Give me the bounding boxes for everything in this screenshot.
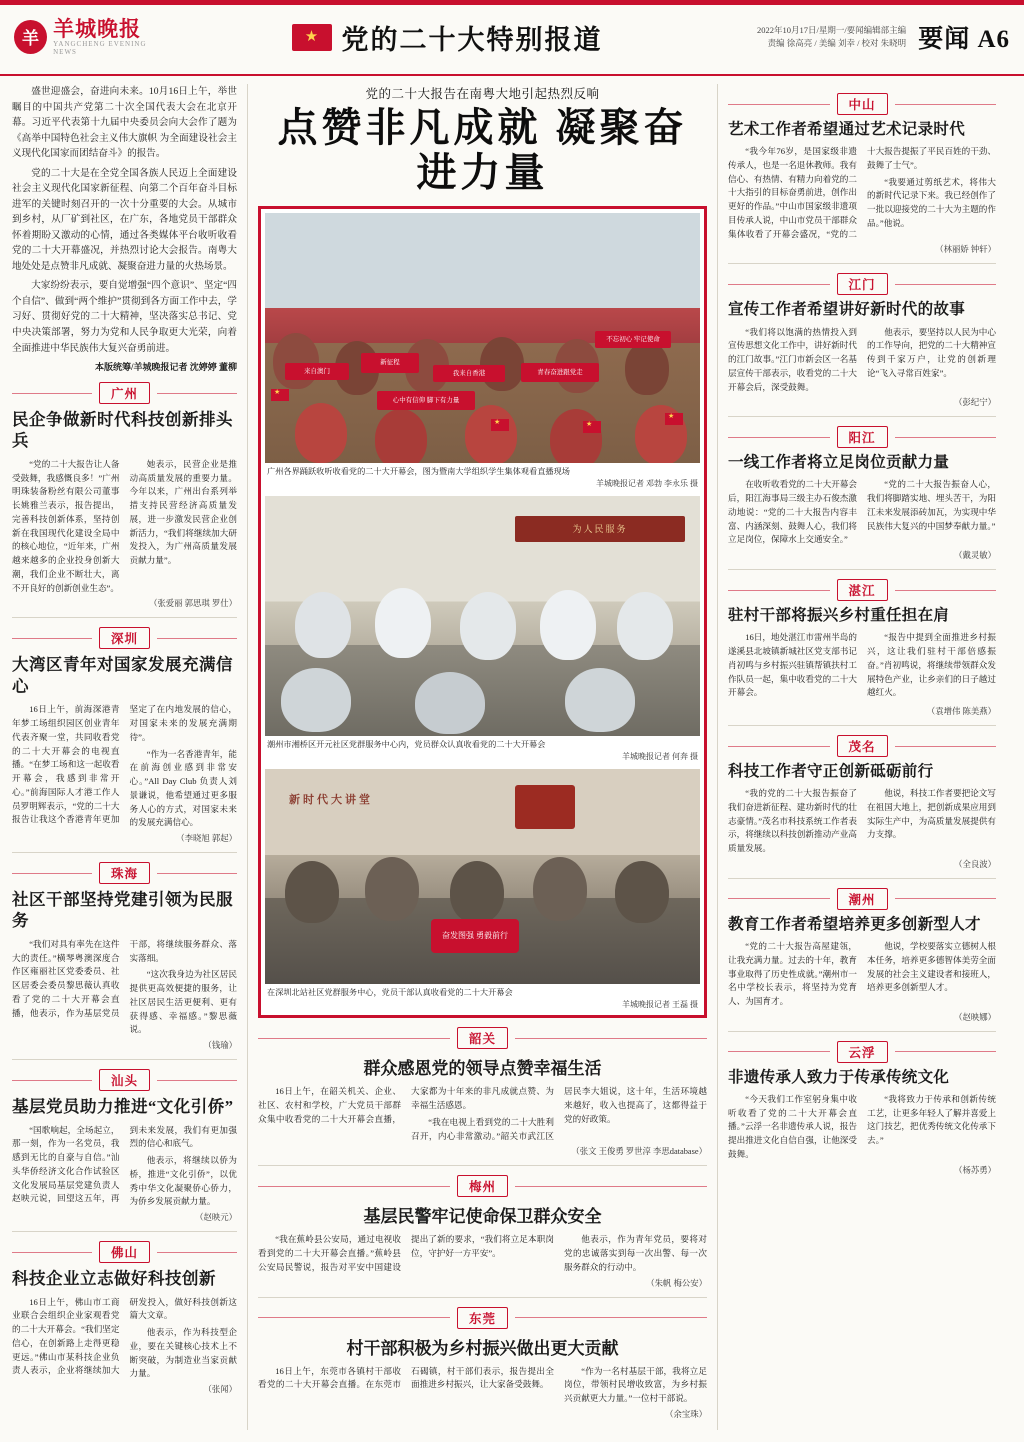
article-paragraph: “这次我身边为社区居民提供更高效便捷的服务，让社区居民生活更便利、更有获得感、幸福感。”黎思薇说。 [129, 969, 237, 1035]
photo2-caption: 潮州市湘桥区开元社区党群服务中心内，党员群众认真收看党的二十大开幕会 羊城晚报记者 何奔 摄 [267, 739, 698, 762]
national-flag-icon [491, 419, 509, 431]
lead-paragraph: 盛世迎盛会，奋进向未来。10月16日上午，举世瞩目的中国共产党第二十次全国代表大会在北京开幕。习近平代表第十九届中央委员会向大会作了题为《高举中国特色社会主义伟大旗帜 为全面建设社会主义现代化国家而团结奋斗》的报告。 [12, 86, 237, 160]
article-headline: 艺术工作者希望通过艺术记录时代 [728, 121, 966, 138]
city-tag [258, 1307, 707, 1329]
article-headline: 基层民警牢记使命保卫群众安全 [363, 1207, 602, 1227]
divider [728, 878, 996, 879]
city-tag [12, 862, 237, 884]
article-signature: （张文 王俊勇 罗世淳 李思database） [571, 1147, 707, 1157]
newspaper-logo [0, 18, 170, 56]
photo-guangzhou-assembly [265, 213, 700, 463]
article-paragraph: 她表示，民营企业是推动高质量发展的重要力量。今年以来，广州出台系列举措支持民营经济高质量发展，进一步激发民营企业创新活力，“我们将继续加大研发投入，为广州高质量发展贡献力量”。 [129, 458, 237, 566]
article-paragraph: “作为一名香港青年，能在前海创业感到非常安心。”All Day Club 负责人刘景谦说，他希望通过更多服务人心的方式，对国家未来的发展充满信心。 [129, 748, 237, 828]
article-paragraph: 16日上午，佛山市工商业联合会组织企业家观看党的二十大开幕会。“我们坚定信心，在创新路上走得更稳更远。”佛山市某科技企业负责人表示，企业将继续加大研发投入，做好科技创新这篇大文章。 [12, 1296, 237, 1376]
lead-article [12, 84, 237, 373]
lead-paragraph: 大家纷纷表示，要自觉增强“四个意识”、坚定“四个自信”、做到“两个维护”贯彻到各方面工作中去，学习好、贯彻好党的二十大精神，坚决落实总书记、党中央决策部署，努力为党和人民争取更大光荣，向着全面推进中华民族伟大复兴奋勇前进。 [12, 280, 237, 354]
article-paragraph: “党的二十大报告振奋人心，我们将脚踏实地、埋头苦干，为阳江未来发展添砖加瓦，为实现中华民族伟大复兴的中国梦奉献力量。” [867, 479, 996, 531]
issue-date: 2022年10月17日/星期一/要闻编辑部主编 [756, 25, 907, 36]
city-tag [728, 426, 996, 448]
city-label: 江门 [837, 273, 888, 295]
city-label: 珠海 [99, 862, 150, 884]
city-tag [728, 1041, 996, 1063]
city-label: 云浮 [837, 1041, 888, 1063]
article-paragraph: 他表示，要坚持以人民为中心的工作导向，把党的二十大精神宣传到千家万户，让党的创新理论“飞入寻常百姓家”。 [867, 326, 996, 378]
article-paragraph: 他说，学校要落实立德树人根本任务，培养更多德智体美劳全面发展的社会主义建设者和接班人，培养更多创新型人才。 [867, 941, 996, 993]
photo1-credit: 羊城晚报记者 邓勃 李永乐 摄 [596, 478, 698, 488]
article-headline: 科技工作者守正创新砥砺前行 [728, 763, 934, 781]
center-column [248, 84, 718, 1430]
city-label: 广州 [99, 382, 150, 404]
article-paragraph: “我们将以饱满的热情投入到宣传思想文化工作中，讲好新时代的江门故事。”江门市新会区一名基层宣传干部表示，收看党的二十大开幕会后，深受鼓舞。 [728, 326, 857, 392]
article-signature: （全良波） [954, 859, 996, 869]
lead-paragraph: 党的二十大是在全党全国各族人民迈上全面建设社会主义现代化国家新征程、向第二个百年奋斗目标进军的关键时刻召开的一次十分重要的大会。从城市到乡村，从厂矿到社区，在广东，各地党员干部群众怀着期盼又激动的心情，通过各类媒体平台收听收看党的二十大开幕盛况，并热烈讨论大会报告。南粤大地处处是点赞非凡成就、凝聚奋进力量的火热场景。 [12, 167, 237, 272]
divider [12, 1059, 237, 1060]
issue-meta [757, 24, 906, 50]
article-foshan [12, 1241, 237, 1395]
article-shaoguan [258, 1027, 707, 1157]
article-paragraph: 他表示，将继续以侨为桥，推进“文化引侨”，以优秀中华文化凝聚侨心侨力，为侨乡发展贡献力量。 [129, 1155, 237, 1207]
article-paragraph: “我将致力于传承和创新传统工艺，让更多年轻人了解并喜爱上这门技艺，把优秀传统文化传承下去。” [867, 1093, 996, 1146]
newspaper-name: 羊城晚报 [53, 16, 142, 41]
divider [12, 1231, 237, 1232]
city-label: 梅州 [457, 1175, 508, 1197]
article-signature: （钱瑜） [203, 1041, 237, 1051]
city-tag [12, 1069, 237, 1091]
article-shenzhen [12, 627, 237, 844]
editor-credits: 责编 徐高亮 / 美编 刘幸 / 校对 朱晓明 [767, 38, 907, 48]
article-paragraph: 16日上午，东莞市各镇村干部收看党的二十大开幕会直播。在东莞市石碣镇，村干部们表示，报告提出全面推进乡村振兴，让大家备受鼓舞。 [258, 1365, 554, 1390]
city-label: 阳江 [837, 426, 888, 448]
city-tag [728, 93, 996, 115]
article-headline: 社区干部坚持党建引领为民服务 [12, 890, 233, 931]
article-headline: 驻村干部将振兴乡村重任担在肩 [728, 607, 950, 625]
article-headline: 村干部积极为乡村振兴做出更大贡献 [346, 1338, 619, 1358]
special-report-title: 党的二十大特别报道 [341, 24, 603, 55]
photo-banner: 新征程 [361, 353, 419, 373]
article-dongguan [258, 1307, 707, 1420]
article-zhongshan [728, 93, 996, 255]
city-label: 深圳 [99, 627, 150, 649]
divider [12, 617, 237, 618]
photo2-credit: 羊城晚报记者 何奔 摄 [622, 752, 698, 762]
divider [12, 852, 237, 853]
article-yangjiang [728, 426, 996, 561]
city-tag [728, 273, 996, 295]
city-tag [12, 382, 237, 404]
article-signature: （林丽娇 钟轩） [935, 245, 996, 255]
article-jiangmen [728, 273, 996, 408]
article-paragraph: “我在电视上看到党的二十大胜利召开，内心非常激动。”韶关市武江区居民李大姐说，这十年，生活环境越来越好，收入也提高了，这都得益于党的好政策。 [411, 1086, 707, 1141]
article-guangzhou [12, 382, 237, 609]
article-paragraph: 16日上午，前海深港青年梦工场组织园区创业青年代表齐聚一堂，共同收看党的二十大开幕会的电视直播。“在梦工场和这一起收看开幕会，我感到非常开心。”前海国际人才港工作人员罗明辉表示，“党的二十大报告让我这个香港青年更加坚定了在内地发展的信心，对国家未来的发展充满期待”。 [12, 704, 237, 825]
article-zhuhai [12, 862, 237, 1051]
city-label: 湛江 [837, 579, 888, 601]
party-flag-icon [292, 24, 332, 51]
photo-banner: 不忘初心 牢记使命 [595, 331, 671, 348]
article-maoming [728, 735, 996, 870]
article-paragraph: 16日，地处湛江市雷州半岛的遂溪县北坡镇新城社区党支部书记肖初鸣与乡村振兴驻镇帮镇扶村工作队员一起，集中收看党的二十大开幕会。 [728, 632, 857, 698]
article-zhanjiang [728, 579, 996, 717]
article-headline: 基层党员助力推进“文化引侨” [12, 1097, 234, 1117]
page-body [0, 76, 1024, 1436]
city-label: 佛山 [99, 1241, 150, 1263]
photo-banner: 来自澳门 [285, 363, 349, 380]
photo-banner: 心中有信仰 脚下有力量 [377, 391, 475, 410]
article-signature: （袁增伟 陈美燕） [926, 707, 996, 717]
photo3-credit: 羊城晚报记者 王磊 摄 [622, 1000, 698, 1010]
masthead-right [724, 19, 1024, 55]
article-yunfu [728, 1041, 996, 1176]
city-tag [728, 888, 996, 910]
article-paragraph: “我今年76岁，是国家级非遗传承人，也是一名退休教师。我有信心、有热情、有精力向着党的二十大指引的目标奋勇前进，创作出更好的作品。”中山市国家级非遗项目传承人说，中山市党员干部群众集体收看了开幕会盛况，“党的二十大报告提振了平民百姓的干劲、鼓舞了士气”。 [728, 146, 996, 239]
main-headline: 点赞非凡成就 凝聚奋进力量 [277, 105, 688, 195]
article-paragraph: “国歌响起，全场起立，那一刻，作为一名党员，我感到无比的自豪与自信。”汕头华侨经济文化合作试验区文化发展局基层党建负责人赵映元说，回望这五年，再到未来发展，我们有更加强烈的信心和底气。 [12, 1124, 237, 1204]
article-headline: 民企争做新时代科技创新排头兵 [12, 410, 233, 451]
article-paragraph: “我的党的二十大报告振奋了我们奋进新征程、建功新时代的壮志豪情。”茂名市科技系统工作者表示，将继续以科技创新推动产业高质量发展。 [728, 788, 857, 854]
article-signature: （赵映元） [195, 1213, 237, 1223]
article-signature: （张爱丽 郭思琪 罗仕） [149, 599, 237, 609]
right-column [718, 84, 996, 1430]
article-paragraph: “我们对具有率先在这件大的责任。”横琴粤澳深度合作区雍丽社区党委委员、社区居委会委员黎思薇认真收看了党的二十大开幕会直播，他表示，作为基层党员干部，将继续服务群众、落实落细。 [12, 938, 237, 1018]
city-label: 东莞 [457, 1307, 508, 1329]
divider [728, 1031, 996, 1032]
article-paragraph: 在收听收看党的二十大开幕会后，阳江海事局三级主办石俊杰激动地说：“党的二十大报告内容丰富、内涵深刻、鼓舞人心，我们将立足岗位，保障水上交通安全。” [728, 479, 857, 545]
left-column [12, 84, 248, 1430]
divider [728, 263, 996, 264]
service-center-sign: 为人民服务 [515, 516, 685, 542]
article-paragraph: “党的二十大报告让人备受鼓舞，我感慨良多！”广州明珠装备粉丝有限公司董事长姚雅兰表示，报告提出，完善科技创新体系，坚持创新在我国现代化建设全局中的核心地位，“近年来，广州越来越多的企业投身创新大潮，我们企业不断壮大，离不开良好的创新创业生态”。 [12, 458, 120, 593]
city-tag [12, 627, 237, 649]
photo3-banner: 奋发图强 勇毅前行 [431, 919, 519, 953]
article-signature: （赵映娜） [954, 1012, 996, 1022]
lead-byline: 本版统筹/羊城晚报记者 沈婷婷 董柳 [94, 362, 237, 373]
photo-stack [258, 206, 707, 1019]
city-label: 茂名 [837, 735, 888, 757]
city-label: 潮州 [837, 888, 888, 910]
special-report-banner [170, 18, 724, 57]
article-headline: 教育工作者希望培养更多创新型人才 [728, 915, 981, 933]
article-headline: 一线工作者将立足岗位贡献力量 [728, 454, 950, 472]
article-meizhou [258, 1175, 707, 1288]
hall-wall-text: 新时代大讲堂 [289, 794, 373, 807]
article-paragraph: “今天我们工作室躬身集中收听收看了党的二十大开幕会直播。”云浮一名非遗传承人说，报告提出推进文化自信自强，让他深受鼓舞。 [728, 1093, 857, 1159]
sheep-logo-icon: 羊 [14, 20, 47, 54]
divider [728, 569, 996, 570]
city-tag [258, 1175, 707, 1197]
article-signature: （李晓旭 郭起） [176, 834, 237, 844]
divider [728, 416, 996, 417]
article-signature: （朱帆 梅公安） [646, 1278, 707, 1288]
photo-shenzhen-hall [265, 769, 700, 984]
photo-banner: 青春奋进跟党走 [521, 363, 599, 382]
article-signature: （余宝珠） [665, 1409, 707, 1419]
article-headline: 宣传工作者希望讲好新时代的故事 [728, 301, 966, 319]
article-paragraph: “报告中提到全面推进乡村振兴，这让我们驻村干部倍感振奋。”肖初鸣说，将继续带领群众发展特色产业，让乡亲们的日子越过越红火。 [867, 632, 996, 698]
city-tag [728, 735, 996, 757]
city-tag [728, 579, 996, 601]
city-tag [12, 1241, 237, 1263]
article-paragraph: “我在蕉岭县公安局，通过电视收看到党的二十大开幕会直播。”蕉岭县公安局民警说，报告对平安中国建设提出了新的要求，“我们将立足本职岗位，守护好一方平安”。 [258, 1234, 554, 1272]
section-label: 要闻 A6 [918, 26, 1010, 53]
city-label: 韶关 [457, 1027, 508, 1049]
national-flag-icon [271, 389, 289, 401]
article-signature: （杨苏勇） [954, 1165, 996, 1175]
article-paragraph: 他说，科技工作者要把论文写在祖国大地上，把创新成果应用到实际生产中，为高质量发展提供有力支撑。 [867, 788, 996, 840]
article-headline: 大湾区青年对国家发展充满信心 [12, 655, 233, 696]
national-flag-icon [665, 413, 683, 425]
article-headline: 非遗传承人致力于传承传统文化 [728, 1068, 950, 1086]
article-headline: 群众感恩党的领导点赞幸福生活 [363, 1059, 602, 1079]
article-signature: （彭纪宁） [954, 398, 996, 408]
article-signature: （戴灵敏） [954, 551, 996, 561]
photo-chaozhou-community [265, 496, 700, 736]
city-label: 中山 [837, 93, 888, 115]
divider [728, 725, 996, 726]
article-paragraph: 他表示，作为青年党员，要将对党的忠诚落实到每一次出警、每一次服务群众的行动中。 [564, 1234, 707, 1272]
national-flag-icon [583, 421, 601, 433]
divider [258, 1297, 707, 1298]
article-paragraph: “党的二十大报告高屋建瓴，让我充满力量。过去的十年，教育事业取得了历史性成就。”潮州市一名中学校长表示，将坚持为党育人、为国育才。 [728, 941, 857, 1007]
article-chaozhou [728, 888, 996, 1023]
photo1-caption: 广州各界踊跃收听收看党的二十大开幕会，图为暨南大学组织学生集体观看直播现场 羊城晚报记者 邓勃 李永乐 摄 [267, 466, 698, 488]
article-paragraph: 他表示，作为科技型企业，要在关键核心技术上不断突破，为制造业当家贡献力量。 [129, 1327, 237, 1379]
divider [258, 1165, 707, 1166]
center-kicker: 党的二十大报告在南粤大地引起热烈反响 [365, 87, 600, 101]
article-paragraph: 16日上午，在韶关机关、企业、社区、农村和学校，广大党员干部群众集中收看党的二十大开幕会直播，大家都为十年来的非凡成就点赞、为幸福生活感恩。 [258, 1086, 554, 1124]
article-paragraph: “我要通过剪纸艺术，将伟大的新时代记录下来。我已经创作了一批以迎接党的二十大为主题的作品。”他说。 [867, 176, 996, 228]
photo3-caption: 在深圳北站社区党群服务中心，党员干部认真收看党的二十大开幕会 羊城晚报记者 王磊 摄 [267, 988, 698, 1010]
article-shantou [12, 1069, 237, 1223]
article-headline: 科技企业立志做好科技创新 [12, 1269, 216, 1289]
masthead [0, 0, 1024, 76]
city-tag [258, 1027, 707, 1049]
photo-banner: 我来自香港 [433, 365, 505, 382]
city-label: 汕头 [99, 1069, 150, 1091]
article-paragraph: “作为一名村基层干部，我将立足岗位，带领村民增收致富，为乡村振兴贡献更大力量。”一位村干部说。 [564, 1365, 707, 1404]
newspaper-name-en: YANGCHENG EVENING NEWS [53, 40, 147, 57]
article-signature: （张闻） [203, 1385, 237, 1395]
